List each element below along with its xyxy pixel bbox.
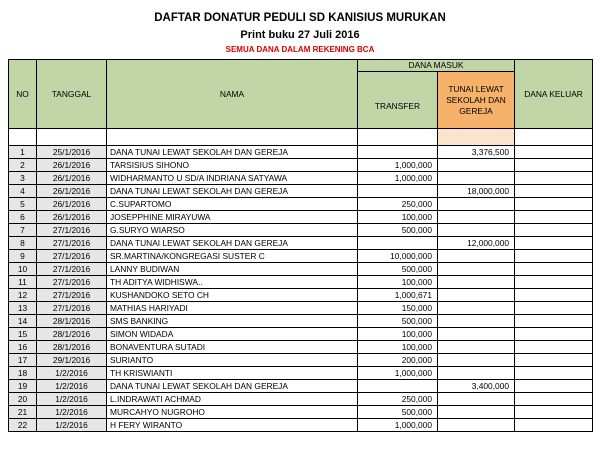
- cell-nama: SIMON WIDADA: [107, 328, 358, 341]
- cell-no: 14: [9, 315, 37, 328]
- cell-tanggal: 26/1/2016: [37, 185, 107, 198]
- table-row: [9, 341, 593, 354]
- cell-tanggal: 27/1/2016: [37, 250, 107, 263]
- cell-transfer: 200,000: [358, 354, 438, 367]
- cell-tunai: [438, 406, 515, 419]
- cell-no: 1: [9, 146, 37, 159]
- cell-tunai: [438, 250, 515, 263]
- cell-transfer: [358, 146, 438, 159]
- cell-tanggal: 26/1/2016: [37, 198, 107, 211]
- cell-dana-keluar: [515, 185, 593, 198]
- cell-tunai: [438, 172, 515, 185]
- col-header-transfer: TRANSFER: [358, 72, 438, 129]
- table-body: [9, 146, 593, 432]
- cell-no: 22: [9, 419, 37, 432]
- cell-tunai: [438, 341, 515, 354]
- table-row: [9, 237, 593, 250]
- table-row: [9, 354, 593, 367]
- cell-no: 5: [9, 198, 37, 211]
- cell-nama: TH ADITYA WIDHISWA..: [107, 276, 358, 289]
- cell-no: 21: [9, 406, 37, 419]
- col-header-no: NO: [9, 60, 37, 129]
- cell-tanggal: 1/2/2016: [37, 393, 107, 406]
- cell-no: 6: [9, 211, 37, 224]
- cell-no: 9: [9, 250, 37, 263]
- cell-nama: DANA TUNAI LEWAT SEKOLAH DAN GEREJA: [107, 380, 358, 393]
- cell-tunai: [438, 354, 515, 367]
- cell-tunai: [438, 263, 515, 276]
- cell-no: 2: [9, 159, 37, 172]
- cell-tanggal: 1/2/2016: [37, 380, 107, 393]
- cell-no: 7: [9, 224, 37, 237]
- cell-transfer: 100,000: [358, 211, 438, 224]
- cell-tunai: [438, 159, 515, 172]
- cell-tunai: 18,000,000: [438, 185, 515, 198]
- cell-tunai: 3,400,000: [438, 380, 515, 393]
- cell-dana-keluar: [515, 289, 593, 302]
- cell-nama: MATHIAS HARIYADI: [107, 302, 358, 315]
- cell-dana-keluar: [515, 146, 593, 159]
- cell-no: 19: [9, 380, 37, 393]
- cell-transfer: 500,000: [358, 224, 438, 237]
- cell-tanggal: 28/1/2016: [37, 315, 107, 328]
- cell-nama: BONAVENTURA SUTADI: [107, 341, 358, 354]
- table-row: [9, 146, 593, 159]
- cell-nama: KUSHANDOKO SETO CH: [107, 289, 358, 302]
- table-row: [9, 302, 593, 315]
- cell-nama: WIDHARMANTO U SD/A INDRIANA SATYAWA: [107, 172, 358, 185]
- cell-transfer: 1,000,671: [358, 289, 438, 302]
- cell-dana-keluar: [515, 367, 593, 380]
- table-row: [9, 419, 593, 432]
- cell-no: 16: [9, 341, 37, 354]
- cell-nama: LANNY BUDIWAN: [107, 263, 358, 276]
- cell-dana-keluar: [515, 211, 593, 224]
- cell-transfer: 100,000: [358, 328, 438, 341]
- cell-tanggal: 26/1/2016: [37, 172, 107, 185]
- cell-nama: SR.MARTINA/KONGREGASI SUSTER C: [107, 250, 358, 263]
- cell-dana-keluar: [515, 276, 593, 289]
- table-row: [9, 172, 593, 185]
- cell-tanggal: 27/1/2016: [37, 224, 107, 237]
- cell-transfer: 10,000,000: [358, 250, 438, 263]
- cell-dana-keluar: [515, 315, 593, 328]
- table-row: [9, 185, 593, 198]
- cell-dana-keluar: [515, 263, 593, 276]
- cell-tunai: [438, 276, 515, 289]
- cell-nama: L.INDRAWATI ACHMAD: [107, 393, 358, 406]
- cell-tanggal: 27/1/2016: [37, 276, 107, 289]
- table-row: [9, 211, 593, 224]
- cell-tunai: [438, 224, 515, 237]
- cell-tanggal: 1/2/2016: [37, 406, 107, 419]
- cell-tanggal: 26/1/2016: [37, 159, 107, 172]
- donor-table: [8, 59, 593, 432]
- cell-transfer: 500,000: [358, 406, 438, 419]
- cell-dana-keluar: [515, 159, 593, 172]
- cell-no: 18: [9, 367, 37, 380]
- cell-tunai: [438, 419, 515, 432]
- cell-transfer: 1,000,000: [358, 419, 438, 432]
- cell-tunai: [438, 211, 515, 224]
- cell-dana-keluar: [515, 328, 593, 341]
- report-subtitle: Print buku 27 Juli 2016: [240, 29, 360, 41]
- cell-no: 17: [9, 354, 37, 367]
- table-row: [9, 289, 593, 302]
- cell-tunai: [438, 302, 515, 315]
- cell-transfer: [358, 380, 438, 393]
- cell-tanggal: 27/1/2016: [37, 289, 107, 302]
- table-row: [9, 367, 593, 380]
- cell-no: 12: [9, 289, 37, 302]
- cell-nama: TH KRISWIANTI: [107, 367, 358, 380]
- cell-dana-keluar: [515, 237, 593, 250]
- cell-no: 8: [9, 237, 37, 250]
- cell-nama: DANA TUNAI LEWAT SEKOLAH DAN GEREJA: [107, 146, 358, 159]
- cell-tunai: 3,376,500: [438, 146, 515, 159]
- cell-tunai: 12,000,000: [438, 237, 515, 250]
- cell-tunai: [438, 328, 515, 341]
- cell-nama: SMS BANKING: [107, 315, 358, 328]
- cell-dana-keluar: [515, 341, 593, 354]
- cell-tanggal: 28/1/2016: [37, 341, 107, 354]
- cell-dana-keluar: [515, 250, 593, 263]
- cell-no: 10: [9, 263, 37, 276]
- cell-nama: SURIANTO: [107, 354, 358, 367]
- cell-transfer: 250,000: [358, 393, 438, 406]
- cell-transfer: 500,000: [358, 263, 438, 276]
- col-header-dana-keluar: DANA KELUAR: [515, 60, 593, 129]
- cell-transfer: 250,000: [358, 198, 438, 211]
- cell-tanggal: 27/1/2016: [37, 302, 107, 315]
- cell-dana-keluar: [515, 224, 593, 237]
- table-row: [9, 328, 593, 341]
- cell-tanggal: 25/1/2016: [37, 146, 107, 159]
- cell-tunai: [438, 198, 515, 211]
- cell-transfer: 150,000: [358, 302, 438, 315]
- cell-tunai: [438, 315, 515, 328]
- cell-nama: DANA TUNAI LEWAT SEKOLAH DAN GEREJA: [107, 185, 358, 198]
- cell-nama: JOSEPPHINE MIRAYUWA: [107, 211, 358, 224]
- cell-transfer: 100,000: [358, 276, 438, 289]
- cell-transfer: 500,000: [358, 315, 438, 328]
- cell-tanggal: 27/1/2016: [37, 237, 107, 250]
- table-row: [9, 263, 593, 276]
- cell-transfer: 1,000,000: [358, 172, 438, 185]
- cell-no: 4: [9, 185, 37, 198]
- cell-dana-keluar: [515, 354, 593, 367]
- cell-nama: C.SUPARTOMO: [107, 198, 358, 211]
- header-spacer-row: [9, 129, 593, 146]
- table-row: [9, 276, 593, 289]
- cell-nama: DANA TUNAI LEWAT SEKOLAH DAN GEREJA: [107, 237, 358, 250]
- report-note: SEMUA DANA DALAM REKENING BCA: [225, 45, 375, 54]
- cell-transfer: [358, 237, 438, 250]
- cell-tanggal: 26/1/2016: [37, 211, 107, 224]
- table-row: [9, 250, 593, 263]
- cell-tanggal: 1/2/2016: [37, 367, 107, 380]
- table-row: [9, 315, 593, 328]
- cell-dana-keluar: [515, 172, 593, 185]
- table-row: [9, 380, 593, 393]
- report-title: DAFTAR DONATUR PEDULI SD KANISIUS MURUKAN: [154, 12, 446, 24]
- cell-no: 20: [9, 393, 37, 406]
- cell-dana-keluar: [515, 393, 593, 406]
- cell-tunai: [438, 289, 515, 302]
- cell-no: 13: [9, 302, 37, 315]
- cell-tunai: [438, 367, 515, 380]
- cell-no: 11: [9, 276, 37, 289]
- cell-no: 15: [9, 328, 37, 341]
- table-row: [9, 198, 593, 211]
- cell-nama: TARSISIUS SIHONO: [107, 159, 358, 172]
- table-row: [9, 224, 593, 237]
- cell-tanggal: 27/1/2016: [37, 263, 107, 276]
- cell-tanggal: 29/1/2016: [37, 354, 107, 367]
- cell-transfer: 1,000,000: [358, 159, 438, 172]
- cell-dana-keluar: [515, 406, 593, 419]
- cell-nama: G.SURYO WIARSO: [107, 224, 358, 237]
- cell-tanggal: 1/2/2016: [37, 419, 107, 432]
- cell-dana-keluar: [515, 419, 593, 432]
- table-row: [9, 406, 593, 419]
- cell-transfer: 100,000: [358, 341, 438, 354]
- table-row: [9, 393, 593, 406]
- col-header-tunai: TUNAI LEWAT SEKOLAH DAN GEREJA: [438, 72, 515, 129]
- table-row: [9, 159, 593, 172]
- cell-transfer: [358, 185, 438, 198]
- cell-nama: MURCAHYO NUGROHO: [107, 406, 358, 419]
- cell-dana-keluar: [515, 198, 593, 211]
- cell-transfer: 1,000,000: [358, 367, 438, 380]
- cell-nama: H FERY WIRANTO: [107, 419, 358, 432]
- cell-dana-keluar: [515, 302, 593, 315]
- col-header-nama: NAMA: [107, 60, 358, 129]
- cell-dana-keluar: [515, 380, 593, 393]
- cell-tunai: [438, 393, 515, 406]
- cell-no: 3: [9, 172, 37, 185]
- col-header-tanggal: TANGGAL: [37, 60, 107, 129]
- cell-tanggal: 28/1/2016: [37, 328, 107, 341]
- col-header-dana-masuk: DANA MASUK: [358, 60, 515, 72]
